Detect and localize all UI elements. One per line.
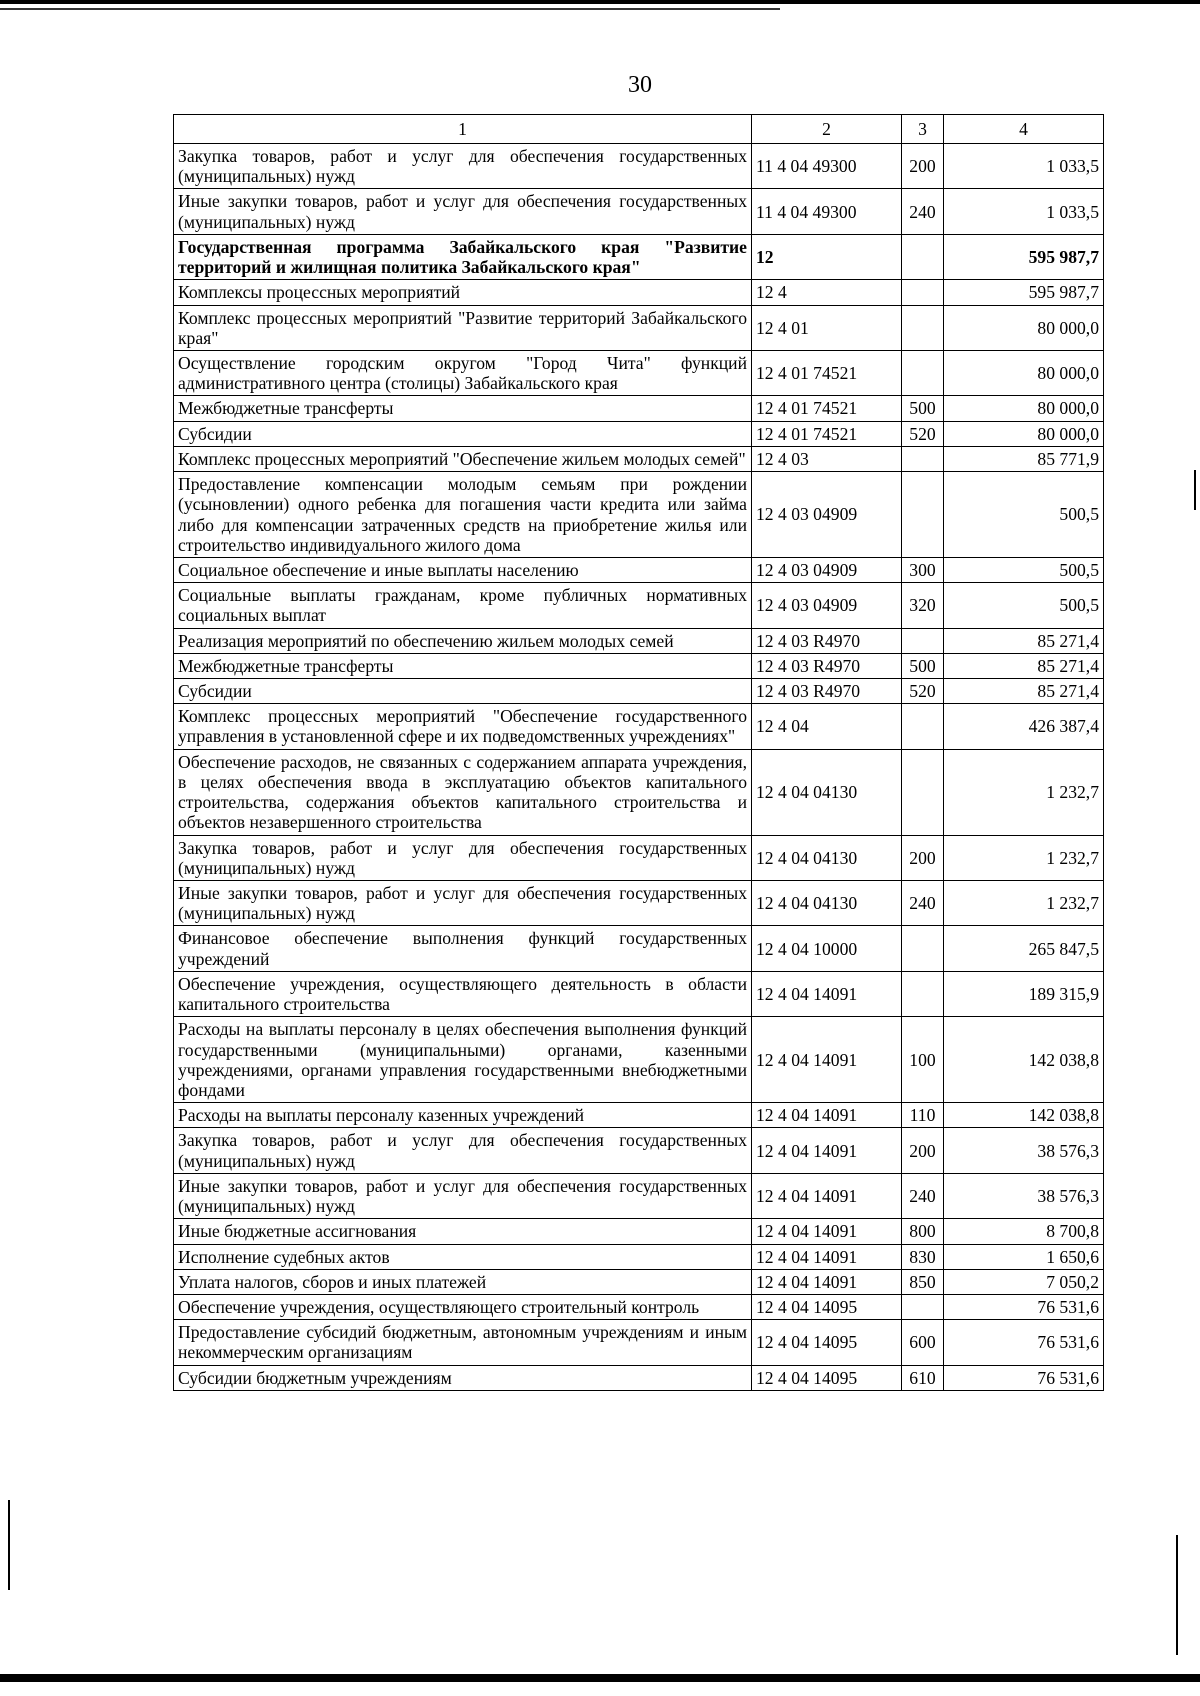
- cell-code: 12 4 03 R4970: [752, 653, 902, 678]
- cell-expense-type: 110: [902, 1103, 944, 1128]
- table-row: [174, 1320, 1104, 1365]
- cell-expense-type: 240: [902, 881, 944, 926]
- cell-name: Расходы на выплаты персоналу в целях обеспечения выполнения функций государственными (муниципальными) органами, казенными учреждениями, органами управления государственными внебюджетными фондами: [174, 1017, 752, 1103]
- page-number: 30: [628, 72, 652, 98]
- cell-code: 12 4 03 04909: [752, 472, 902, 558]
- cell-expense-type: 100: [902, 1017, 944, 1103]
- cell-name: Межбюджетные трансферты: [174, 396, 752, 421]
- cell-expense-type: 610: [902, 1365, 944, 1390]
- cell-code: 12 4 01 74521: [752, 421, 902, 446]
- cell-code: 12 4 04 14091: [752, 1219, 902, 1244]
- cell-name: Государственная программа Забайкальского края "Развитие территорий и жилищная политика Забайкальского края": [174, 234, 752, 279]
- cell-expense-type: 850: [902, 1269, 944, 1294]
- cell-expense-type: 800: [902, 1219, 944, 1244]
- table-row: [174, 1365, 1104, 1390]
- table-row: [174, 749, 1104, 835]
- cell-amount: 76 531,6: [944, 1294, 1104, 1319]
- cell-expense-type: 240: [902, 189, 944, 234]
- table-row: [174, 557, 1104, 582]
- cell-amount: 8 700,8: [944, 1219, 1104, 1244]
- cell-code: 12 4: [752, 280, 902, 305]
- table-row: [174, 1269, 1104, 1294]
- cell-expense-type: 240: [902, 1173, 944, 1218]
- table-row: [174, 189, 1104, 234]
- cell-name: Комплексы процессных мероприятий: [174, 280, 752, 305]
- cell-name: Социальное обеспечение и иные выплаты населению: [174, 557, 752, 582]
- cell-amount: 85 271,4: [944, 653, 1104, 678]
- table-row: [174, 628, 1104, 653]
- table-row: [174, 679, 1104, 704]
- table-row: [174, 1173, 1104, 1218]
- cell-code: 12 4 04 14095: [752, 1365, 902, 1390]
- cell-amount: 1 033,5: [944, 144, 1104, 189]
- cell-amount: 500,5: [944, 472, 1104, 558]
- left-margin-mark: [8, 1500, 10, 1590]
- cell-code: 12 4 04 14091: [752, 1103, 902, 1128]
- table-row: [174, 971, 1104, 1016]
- cell-expense-type: [902, 1294, 944, 1319]
- header-row: [174, 115, 1104, 144]
- table-row: [174, 1244, 1104, 1269]
- cell-code: 12 4 03: [752, 446, 902, 471]
- cell-name: Закупка товаров, работ и услуг для обеспечения государственных (муниципальных) нужд: [174, 1128, 752, 1173]
- cell-code: 12 4 04 14095: [752, 1294, 902, 1319]
- table-row: [174, 305, 1104, 350]
- cell-amount: 595 987,7: [944, 234, 1104, 279]
- cell-expense-type: 200: [902, 835, 944, 880]
- right-margin-mark: [1176, 1535, 1178, 1655]
- cell-expense-type: 300: [902, 557, 944, 582]
- table-row: [174, 653, 1104, 678]
- cell-name: Расходы на выплаты персоналу казенных учреждений: [174, 1103, 752, 1128]
- cell-code: 12 4 04 14091: [752, 1017, 902, 1103]
- cell-code: 12 4 04 14091: [752, 1269, 902, 1294]
- table-row: [174, 583, 1104, 628]
- cell-expense-type: [902, 749, 944, 835]
- cell-name: Финансовое обеспечение выполнения функций государственных учреждений: [174, 926, 752, 971]
- cell-code: 11 4 04 49300: [752, 144, 902, 189]
- cell-amount: 500,5: [944, 557, 1104, 582]
- cell-amount: 85 771,9: [944, 446, 1104, 471]
- cell-name: Закупка товаров, работ и услуг для обеспечения государственных (муниципальных) нужд: [174, 144, 752, 189]
- cell-expense-type: 200: [902, 1128, 944, 1173]
- cell-name: Осуществление городским округом "Город Чита" функций административного центра (столицы) Забайкальского края: [174, 350, 752, 395]
- cell-expense-type: 200: [902, 144, 944, 189]
- cell-name: Реализация мероприятий по обеспечению жильем молодых семей: [174, 628, 752, 653]
- cell-code: 12 4 04 10000: [752, 926, 902, 971]
- cell-expense-type: 320: [902, 583, 944, 628]
- cell-amount: 1 232,7: [944, 881, 1104, 926]
- cell-name: Межбюджетные трансферты: [174, 653, 752, 678]
- cell-expense-type: [902, 446, 944, 471]
- right-margin-dots: [1194, 470, 1196, 510]
- cell-expense-type: 520: [902, 679, 944, 704]
- cell-expense-type: [902, 350, 944, 395]
- cell-name: Обеспечение учреждения, осуществляющего деятельность в области капитального строительства: [174, 971, 752, 1016]
- cell-amount: 265 847,5: [944, 926, 1104, 971]
- cell-name: Предоставление компенсации молодым семьям при рождении (усыновлении) одного ребенка для погашения части кредита или займа либо для компенсации затраченных средств на приобретение жилья или строительство индивидуального жилого дома: [174, 472, 752, 558]
- cell-code: 12 4 04 04130: [752, 749, 902, 835]
- cell-code: 12 4 01 74521: [752, 350, 902, 395]
- cell-amount: 142 038,8: [944, 1017, 1104, 1103]
- table-row: [174, 1103, 1104, 1128]
- cell-code: 12 4 03 04909: [752, 583, 902, 628]
- cell-amount: 1 033,5: [944, 189, 1104, 234]
- table-row: [174, 396, 1104, 421]
- cell-amount: 7 050,2: [944, 1269, 1104, 1294]
- cell-expense-type: 520: [902, 421, 944, 446]
- table-row: [174, 926, 1104, 971]
- cell-expense-type: [902, 971, 944, 1016]
- cell-name: Уплата налогов, сборов и иных платежей: [174, 1269, 752, 1294]
- cell-amount: 80 000,0: [944, 421, 1104, 446]
- cell-code: 12 4 04 14095: [752, 1320, 902, 1365]
- cell-name: Комплекс процессных мероприятий "Развитие территорий Забайкальского края": [174, 305, 752, 350]
- header-col-2: 2: [752, 115, 902, 144]
- table-row: [174, 280, 1104, 305]
- cell-name: Субсидии бюджетным учреждениям: [174, 1365, 752, 1390]
- table-row: [174, 144, 1104, 189]
- cell-code: 12 4 04 14091: [752, 1128, 902, 1173]
- cell-expense-type: [902, 926, 944, 971]
- cell-expense-type: [902, 704, 944, 749]
- cell-name: Субсидии: [174, 421, 752, 446]
- table-row: [174, 472, 1104, 558]
- cell-amount: 80 000,0: [944, 396, 1104, 421]
- cell-amount: 1 232,7: [944, 749, 1104, 835]
- cell-code: 12 4 01: [752, 305, 902, 350]
- cell-amount: 38 576,3: [944, 1128, 1104, 1173]
- scan-top-edge-secondary: [0, 8, 780, 10]
- cell-amount: 500,5: [944, 583, 1104, 628]
- table-row: [174, 446, 1104, 471]
- table-body: [174, 144, 1104, 1391]
- table-row: [174, 1294, 1104, 1319]
- table-header: [174, 115, 1104, 144]
- budget-table: [173, 114, 1104, 1391]
- cell-amount: 142 038,8: [944, 1103, 1104, 1128]
- cell-code: 12 4 04: [752, 704, 902, 749]
- cell-name: Закупка товаров, работ и услуг для обеспечения государственных (муниципальных) нужд: [174, 835, 752, 880]
- cell-expense-type: 500: [902, 653, 944, 678]
- scan-top-edge: [0, 0, 1200, 4]
- cell-amount: 76 531,6: [944, 1365, 1104, 1390]
- cell-expense-type: 500: [902, 396, 944, 421]
- cell-name: Обеспечение учреждения, осуществляющего строительный контроль: [174, 1294, 752, 1319]
- cell-code: 12 4 04 14091: [752, 1244, 902, 1269]
- header-col-3: 3: [902, 115, 944, 144]
- cell-name: Иные бюджетные ассигнования: [174, 1219, 752, 1244]
- cell-name: Социальные выплаты гражданам, кроме публичных нормативных социальных выплат: [174, 583, 752, 628]
- cell-amount: 1 232,7: [944, 835, 1104, 880]
- cell-expense-type: [902, 628, 944, 653]
- cell-name: Комплекс процессных мероприятий "Обеспечение жильем молодых семей": [174, 446, 752, 471]
- cell-code: 12: [752, 234, 902, 279]
- cell-code: 12 4 01 74521: [752, 396, 902, 421]
- table-row: [174, 1128, 1104, 1173]
- cell-name: Предоставление субсидий бюджетным, автономным учреждениям и иным некоммерческим организациям: [174, 1320, 752, 1365]
- cell-code: 11 4 04 49300: [752, 189, 902, 234]
- cell-expense-type: [902, 280, 944, 305]
- cell-expense-type: [902, 305, 944, 350]
- cell-code: 12 4 03 04909: [752, 557, 902, 582]
- header-col-4: 4: [944, 115, 1104, 144]
- cell-amount: 426 387,4: [944, 704, 1104, 749]
- cell-amount: 595 987,7: [944, 280, 1104, 305]
- table-row: [174, 1219, 1104, 1244]
- cell-amount: 38 576,3: [944, 1173, 1104, 1218]
- table-row: [174, 835, 1104, 880]
- header-col-1: 1: [174, 115, 752, 144]
- cell-name: Исполнение судебных актов: [174, 1244, 752, 1269]
- cell-amount: 189 315,9: [944, 971, 1104, 1016]
- cell-name: Субсидии: [174, 679, 752, 704]
- cell-name: Иные закупки товаров, работ и услуг для обеспечения государственных (муниципальных) нужд: [174, 189, 752, 234]
- cell-amount: 85 271,4: [944, 628, 1104, 653]
- cell-code: 12 4 04 04130: [752, 881, 902, 926]
- cell-expense-type: [902, 472, 944, 558]
- cell-name: Комплекс процессных мероприятий "Обеспечение государственного управления в установленной сфере и их подведомственных учреждениях": [174, 704, 752, 749]
- cell-code: 12 4 04 14091: [752, 971, 902, 1016]
- cell-name: Иные закупки товаров, работ и услуг для обеспечения государственных (муниципальных) нужд: [174, 881, 752, 926]
- table-row: [174, 234, 1104, 279]
- cell-expense-type: 600: [902, 1320, 944, 1365]
- table-row: [174, 421, 1104, 446]
- cell-amount: 80 000,0: [944, 350, 1104, 395]
- cell-name: Иные закупки товаров, работ и услуг для обеспечения государственных (муниципальных) нужд: [174, 1173, 752, 1218]
- cell-code: 12 4 03 R4970: [752, 679, 902, 704]
- cell-name: Обеспечение расходов, не связанных с содержанием аппарата учреждения, в целях обеспечения ввода в эксплуатацию объектов капитального строительства, содержания объектов капитального строительства и объектов незавершенного строительства: [174, 749, 752, 835]
- table-row: [174, 350, 1104, 395]
- table-row: [174, 704, 1104, 749]
- cell-amount: 80 000,0: [944, 305, 1104, 350]
- cell-expense-type: [902, 234, 944, 279]
- table-row: [174, 881, 1104, 926]
- cell-amount: 1 650,6: [944, 1244, 1104, 1269]
- cell-expense-type: 830: [902, 1244, 944, 1269]
- cell-code: 12 4 04 04130: [752, 835, 902, 880]
- cell-amount: 76 531,6: [944, 1320, 1104, 1365]
- cell-amount: 85 271,4: [944, 679, 1104, 704]
- table-row: [174, 1017, 1104, 1103]
- cell-code: 12 4 03 R4970: [752, 628, 902, 653]
- cell-code: 12 4 04 14091: [752, 1173, 902, 1218]
- scan-bottom-edge: [0, 1674, 1200, 1682]
